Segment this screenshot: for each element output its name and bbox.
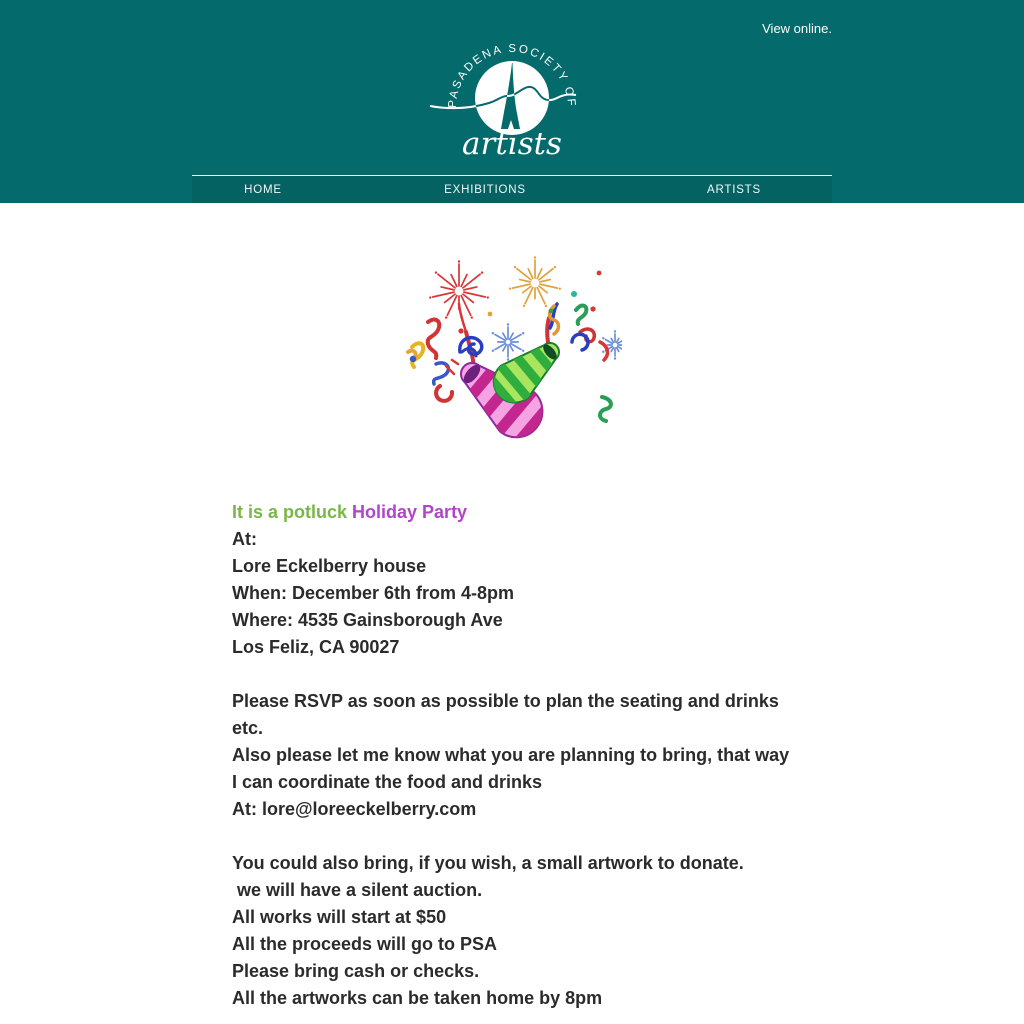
ribbon-green-top-right: [576, 306, 586, 324]
logo-script-text: artists: [462, 126, 562, 162]
dot-red-1: [590, 306, 595, 311]
text-line: All the proceeds will go to PSA: [232, 934, 498, 954]
text-line: Please RSVP as soon as possible to plan the seating and drinks: [232, 691, 779, 711]
paragraph-event-details: [232, 499, 792, 661]
psa-logo: [427, 30, 597, 165]
intro-line: [232, 499, 792, 526]
firework-blue: [492, 323, 525, 360]
red-stick-left: [459, 304, 466, 332]
text-line: Los Feliz, CA 90027: [232, 637, 400, 657]
view-online-link[interactable]: View online.: [762, 21, 832, 36]
dot-blue: [410, 356, 416, 362]
header: [0, 0, 1024, 203]
dot-red-2: [458, 328, 463, 333]
party-poppers-image: [402, 252, 622, 447]
party-poppers-svg: [402, 252, 622, 447]
main-nav: [192, 175, 832, 203]
dot-red-3: [597, 271, 602, 276]
swirl-red-bottom-left: [436, 386, 452, 401]
text-line: Lore Eckelberry house: [232, 556, 427, 576]
intro-green-text: It is a potluck: [232, 502, 353, 522]
intro-magenta-text: Holiday Party: [352, 502, 468, 522]
text-line: At: lore@loreeckelberry.com: [232, 799, 477, 819]
text-line: All the artworks can be taken home by 8pm: [232, 988, 603, 1008]
text-line: When: December 6th from 4-8pm: [232, 583, 515, 603]
text-line: we will have a silent auction.: [232, 880, 483, 900]
text-line: Please bring cash or checks.: [232, 961, 480, 981]
text-line: All works will start at $50: [232, 907, 447, 927]
dot-green: [549, 309, 554, 314]
swirl-blue-right: [572, 334, 588, 350]
ribbon-green-bottom-right: [600, 397, 611, 421]
spark-red-2: [452, 360, 458, 364]
paragraph-auction: [232, 850, 792, 1012]
text-line: etc.: [232, 718, 264, 738]
psa-logo-svg: [427, 30, 597, 165]
firework-orange: [509, 256, 561, 307]
dot-orange: [488, 312, 493, 317]
text-line: I can coordinate the food and drinks: [232, 772, 543, 792]
email-body: [0, 252, 1024, 1024]
text-line: Where: 4535 Gainsborough Ave: [232, 610, 503, 630]
text-line: You could also bring, if you wish, a small artwork to donate.: [232, 853, 744, 873]
nav-item-exhibitions[interactable]: EXHIBITIONS: [444, 183, 526, 196]
nav-item-home[interactable]: HOME: [244, 183, 282, 196]
paragraph-rsvp: [232, 688, 792, 823]
email-text: [192, 499, 832, 1024]
event-details-lines: [232, 526, 792, 661]
text-line: Also please let me know what you are planning to bring, that way: [232, 745, 790, 765]
logo-arc-text: PASADENA SOCIETY OF: [446, 42, 578, 109]
text-line: At:: [232, 529, 257, 549]
dot-teal: [571, 291, 577, 297]
ribbon-red-left: [428, 320, 440, 358]
nav-item-artists[interactable]: ARTISTS: [707, 183, 761, 196]
